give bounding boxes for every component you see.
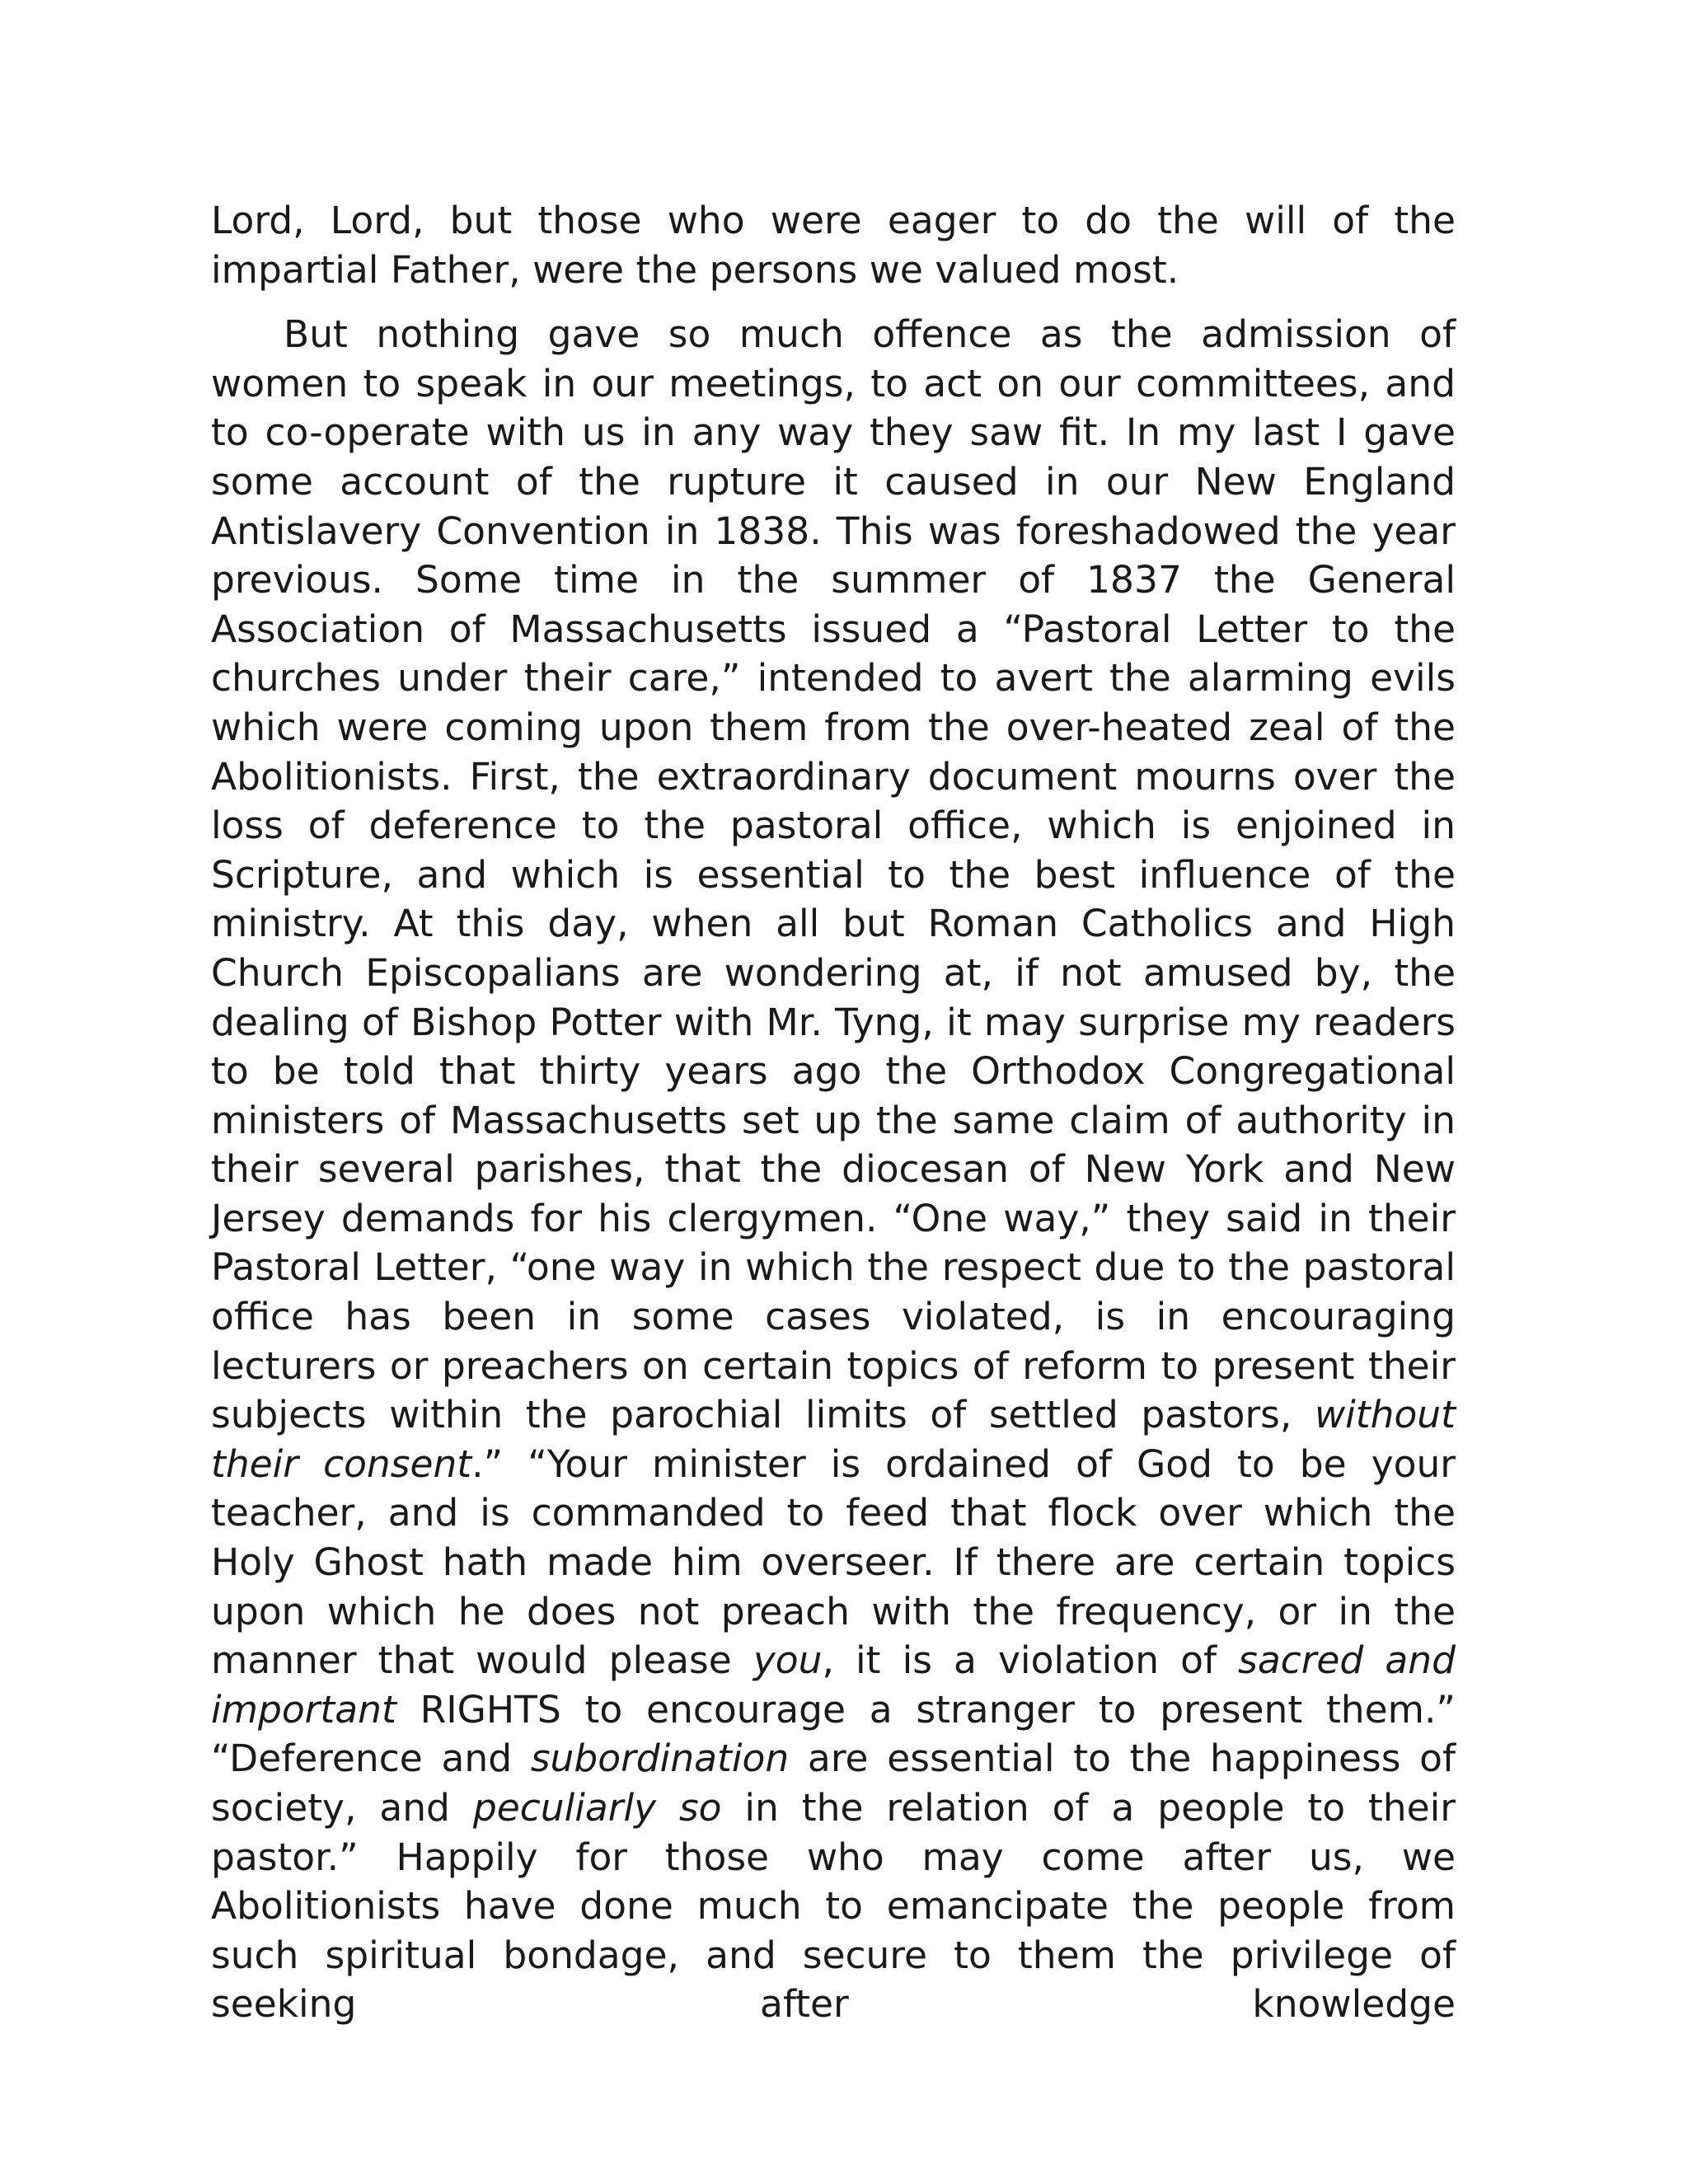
- paragraph-2-text: , it is a violation of: [822, 1638, 1239, 1683]
- emphasis-text: without their consent: [211, 1393, 1456, 1486]
- emphasis-text: you: [753, 1638, 823, 1683]
- emphasis-text: sacred and important: [211, 1638, 1456, 1732]
- paragraph-2-text: But nothing gave so much offence as the admission of women to speak in our meetings, to act on our committees, and to co-operate with us in any way they saw fit. In my last I gave some account of the rupture it caused in our New England Antislavery Convention in 1838. This was foreshadowed the year previous. Some time in the summer of 1837 the General Association of Massachusetts issued a “Pastoral Letter to the churches under their care,” intended to avert the alarming evils which were coming upon them from the over-heated zeal of the Abolitionists. First, the extraordinary document mourns over the loss of deference to the pastoral office, which is enjoined in Scripture, and which is essential to the best influence of the ministry. At this day, when all but Roman Catholics and High Church Episcopalians are wondering at, if not amused by, the dealing of Bishop Potter with Mr. Tyng, it may surprise my readers to be told that thirty years ago the Orthodox Congregational ministers of Massachusetts set up the same claim of authority in their several parishes, that the diocesan of New York and New Jersey demands for his clergymen. “One way,” they said in their Pastoral Letter, “one way in which the respect due to the pastoral office has been in some cases violated, is in encouraging lecturers or preachers on certain topics of reform to present their subjects within the parochial limits of settled pastors,: [211, 312, 1456, 1437]
- paragraph-2-text: in the relation of a people to their pastor.” Happily for those who may come after us, we Abolitionists have done much to emancipate the people from such spiritual bondage, and secure to them the privilege of seeking after knowledge: [211, 1786, 1456, 2027]
- paragraph-2-text: .” “Your minister is ordained of God to be your teacher, and is commanded to feed that flock over which the Holy Ghost hath made him overseer. If there are certain topics upon which he does not preach with the frequency, or in the manner that would please: [211, 1441, 1456, 1683]
- emphasis-text: peculiarly so: [472, 1786, 722, 1830]
- text-block: [211, 196, 1456, 2029]
- paragraph-2: [211, 310, 1456, 2029]
- paragraph-2-text: are essential to the happiness of society, and: [211, 1736, 1456, 1830]
- paragraph-2-text: RIGHTS to encourage a stranger to present them.” “Deference and: [211, 1687, 1456, 1781]
- emphasis-text: subordination: [530, 1736, 790, 1781]
- paragraph-1: Lord, Lord, but those who were eager to do the will of the impartial Father, were the persons we valued most.: [211, 199, 1456, 292]
